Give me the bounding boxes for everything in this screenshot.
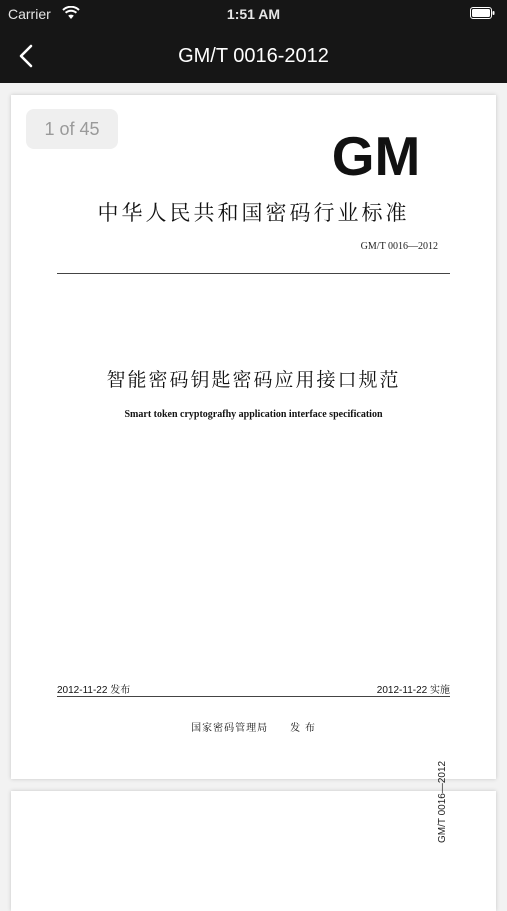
battery-icon bbox=[470, 7, 495, 19]
carrier-label: Carrier bbox=[8, 6, 51, 22]
implement-date: 2012-11-22 实施 bbox=[376, 685, 450, 696]
nav-title: GM/T 0016-2012 bbox=[178, 45, 329, 67]
pdf-viewer[interactable] bbox=[0, 83, 507, 900]
page-counter: 1 of 45 bbox=[26, 109, 118, 149]
page-2-code: GM/T 0016—2012 bbox=[437, 760, 448, 843]
status-time: 1:51 AM bbox=[226, 6, 281, 22]
header-divider bbox=[57, 273, 450, 274]
document-english-title: Smart token cryptografhy application interface specification bbox=[124, 409, 383, 420]
standard-title: 中华人民共和国密码行业标准 bbox=[97, 201, 410, 225]
svg-text:GM: GM bbox=[331, 129, 421, 179]
document-code: GM/T 0016—2012 bbox=[360, 241, 438, 252]
footer-divider bbox=[57, 696, 450, 697]
document-page-1[interactable] bbox=[11, 95, 496, 779]
status-bar bbox=[0, 0, 507, 28]
navigation-bar bbox=[0, 28, 507, 83]
release-date: 2012-11-22 发布 bbox=[57, 685, 131, 696]
document-issuer: 国家密码管理局 发 布 bbox=[191, 723, 316, 734]
document-main-title: 智能密码钥匙密码应用接口规范 bbox=[106, 369, 401, 391]
gm-logo bbox=[327, 129, 425, 179]
document-page-2[interactable] bbox=[11, 760, 496, 911]
